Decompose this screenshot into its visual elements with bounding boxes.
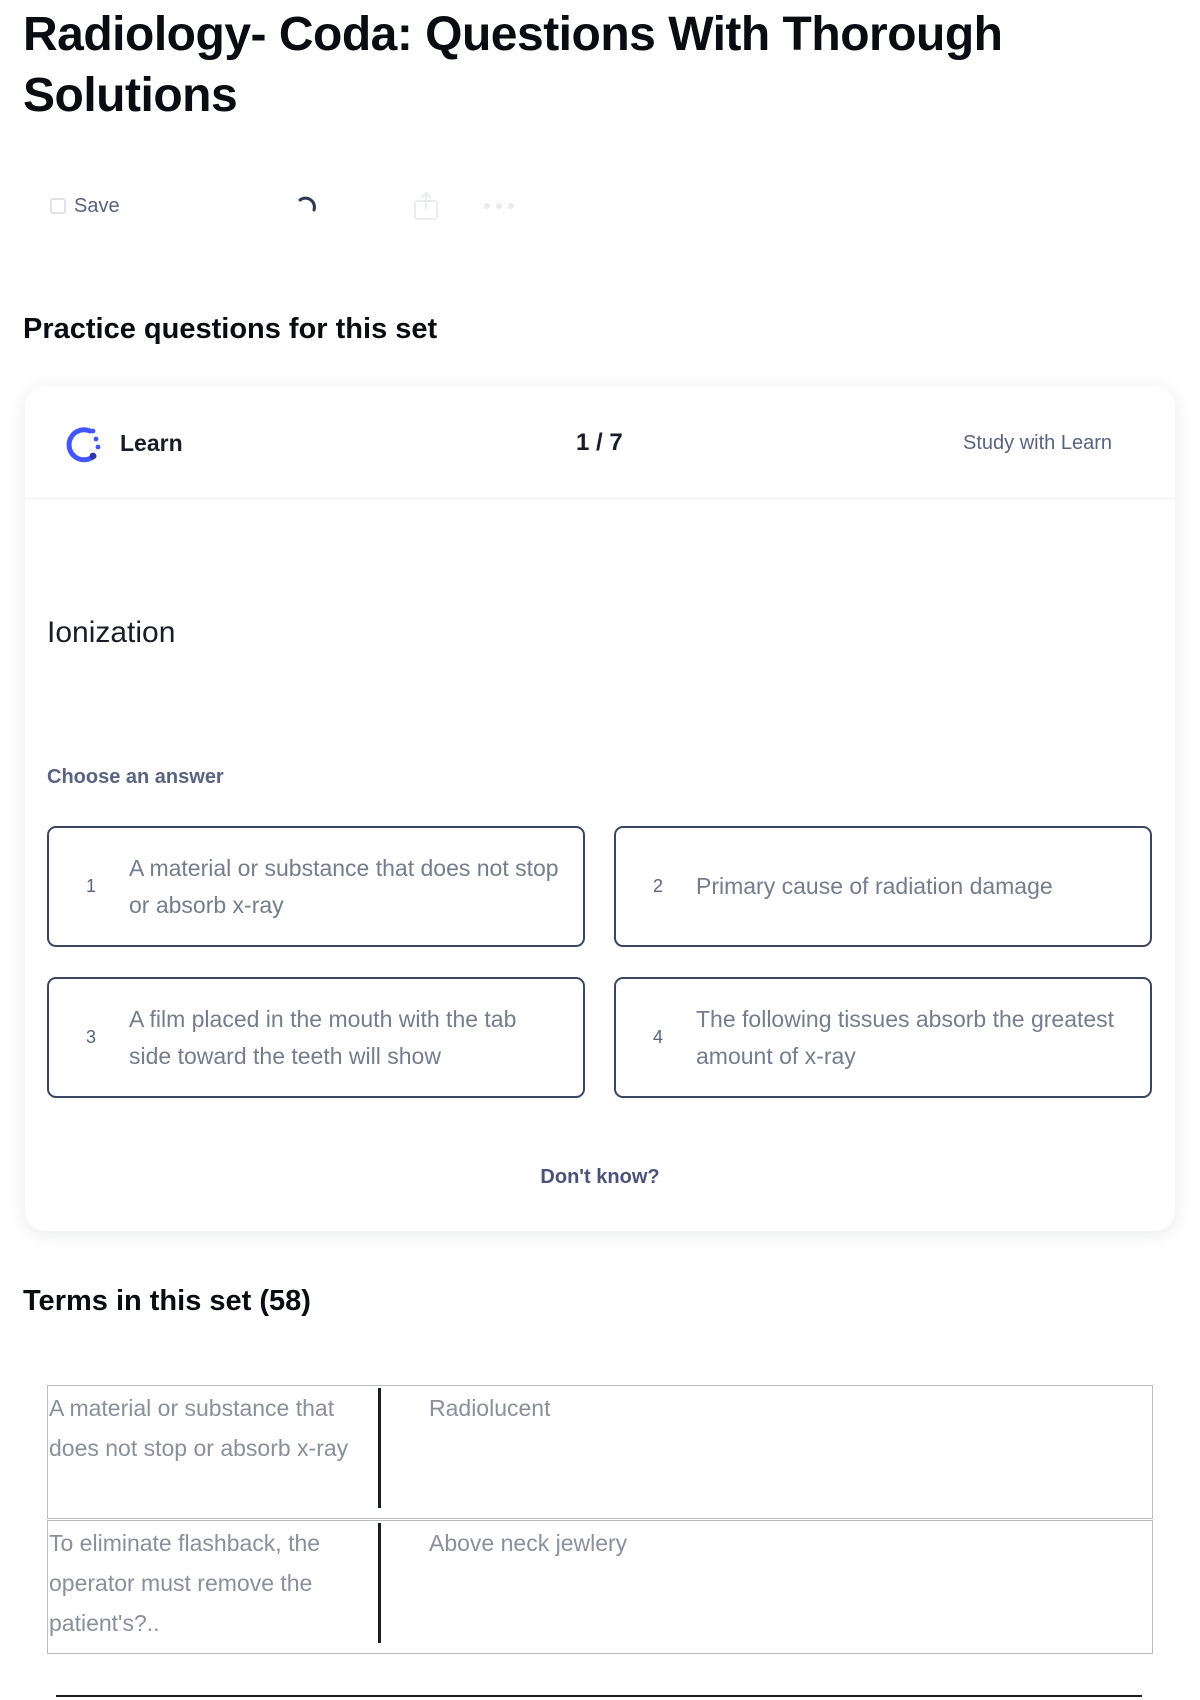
answer-option-3[interactable] xyxy=(47,977,585,1098)
choose-answer-label: Choose an answer xyxy=(47,766,224,788)
option-text: A material or substance that does not stop or absorb x-ray xyxy=(129,854,559,918)
answer-option-2[interactable] xyxy=(614,826,1152,947)
save-label: Save xyxy=(74,194,120,217)
answer-option-1[interactable] xyxy=(47,826,585,947)
share-icon[interactable] xyxy=(413,191,439,221)
learn-progress: 1 / 7 xyxy=(576,429,623,456)
dont-know-button[interactable]: Don't know? xyxy=(540,1166,660,1188)
page-title: Radiology- Coda: Questions With Thorough Solutions xyxy=(23,8,1003,122)
bottom-divider xyxy=(56,1695,1142,1697)
practice-heading: Practice questions for this set xyxy=(23,313,438,345)
question-term: Ionization xyxy=(47,616,176,649)
spinner-icon xyxy=(292,192,320,220)
term-word: A material or substance that does not stop or absorb x-ray xyxy=(49,1395,349,1461)
learn-header xyxy=(25,386,1175,499)
save-icon xyxy=(50,198,66,214)
learn-card xyxy=(25,386,1175,1231)
study-with-learn-link[interactable]: Study with Learn xyxy=(963,432,1112,454)
row-divider xyxy=(378,1523,381,1643)
term-word: To eliminate flashback, the operator must remove the patient's?.. xyxy=(49,1530,321,1636)
learn-icon xyxy=(61,422,105,466)
term-definition: Radiolucent xyxy=(429,1395,551,1421)
terms-table xyxy=(47,1385,1153,1655)
table-row xyxy=(47,1385,1153,1519)
row-divider xyxy=(378,1388,381,1508)
option-text: The following tissues absorb the greatest amount of x-ray xyxy=(696,1005,1115,1069)
term-definition: Above neck jewlery xyxy=(429,1530,628,1556)
option-number: 1 xyxy=(85,876,96,896)
table-row xyxy=(47,1520,1153,1654)
terms-heading: Terms in this set (58) xyxy=(23,1285,311,1317)
option-number: 4 xyxy=(652,1027,663,1047)
more-icon[interactable] xyxy=(482,200,516,212)
set-actions-toolbar xyxy=(50,188,520,224)
save-button[interactable] xyxy=(50,188,120,224)
option-number: 2 xyxy=(652,876,663,896)
option-text: Primary cause of radiation damage xyxy=(696,873,1053,899)
answer-option-4[interactable] xyxy=(614,977,1152,1098)
option-number: 3 xyxy=(85,1027,96,1047)
learn-label: Learn xyxy=(120,430,183,456)
option-text: A film placed in the mouth with the tab side toward the teeth will show xyxy=(129,1005,517,1069)
